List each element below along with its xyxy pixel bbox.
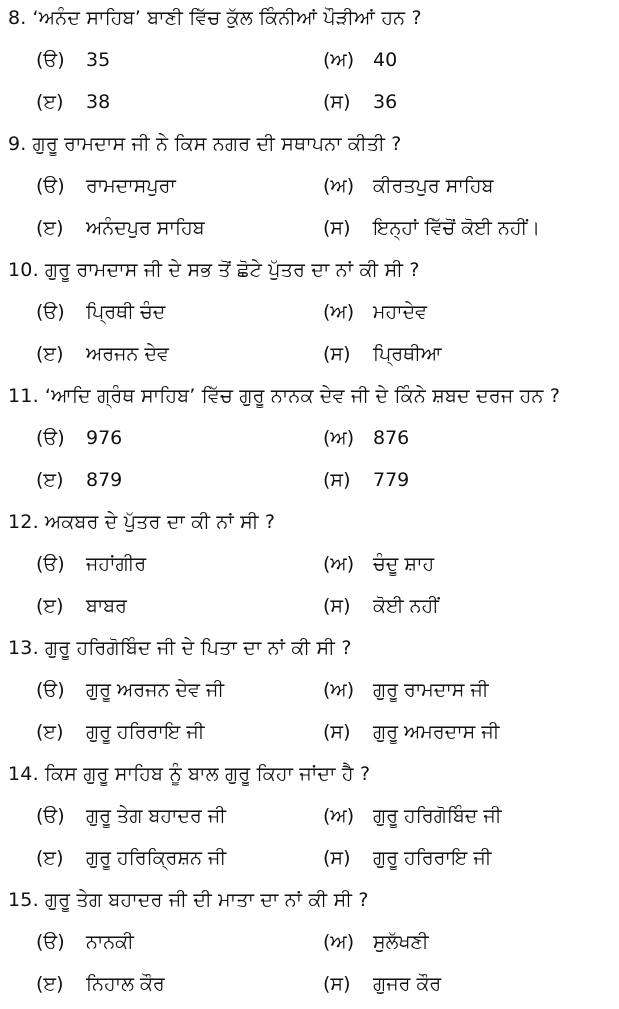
question-number: 15. <box>8 889 39 911</box>
option-a <box>36 673 224 707</box>
question-13 <box>0 631 619 757</box>
option-label: (ੳ) <box>36 553 65 575</box>
question-12 <box>0 505 619 631</box>
option-d <box>323 715 500 749</box>
option-d <box>323 463 409 497</box>
option-b <box>323 421 409 455</box>
option-label: (ਸ) <box>323 595 351 617</box>
option-text: 40 <box>373 49 398 71</box>
option-b <box>323 169 493 203</box>
option-c <box>36 337 169 371</box>
option-text: 779 <box>373 469 410 491</box>
question-body: ‘ਅਨੰਦ ਸਾਹਿਬ’ ਬਾਣੀ ਵਿੱਚ ਕੁੱਲ ਕਿੰਨੀਆਂ ਪੌੜੀਆਂ ਹਨ ? <box>32 7 422 29</box>
option-c <box>36 463 122 497</box>
option-a <box>36 799 226 833</box>
option-text: ਗੁਰੂ ਹਰਿਰਾਇ ਜੀ <box>373 847 492 869</box>
option-text: ਪ੍ਰਿਥੀਆ <box>373 343 442 365</box>
question-number: 12. <box>8 511 39 533</box>
question-number: 8. <box>8 7 27 29</box>
question-body: ਗੁਰੂ ਤੇਗ ਬਹਾਦਰ ਜੀ ਦੀ ਮਾਤਾ ਦਾ ਨਾਂ ਕੀ ਸੀ ? <box>44 889 369 911</box>
option-label: (ਸ) <box>323 217 351 239</box>
option-text: 38 <box>86 91 111 113</box>
option-label: (ਅ) <box>323 427 355 449</box>
option-text: ਨਾਨਕੀ <box>86 931 134 953</box>
option-label: (ੳ) <box>36 931 65 953</box>
option-label: (ਅ) <box>323 175 355 197</box>
question-number: 13. <box>8 637 39 659</box>
question-text <box>8 631 352 665</box>
question-8 <box>0 1 619 127</box>
option-d <box>323 841 492 875</box>
option-text: ਇਨ੍ਹਾਂ ਵਿੱਚੋਂ ਕੋਈ ਨਹੀਂ। <box>373 217 541 239</box>
option-c <box>36 85 110 119</box>
option-a <box>36 925 134 959</box>
option-text: ਕੀਰਤਪੁਰ ਸਾਹਿਬ <box>373 175 494 197</box>
option-a <box>36 169 176 203</box>
option-text: 976 <box>86 427 123 449</box>
option-b <box>323 43 397 77</box>
question-text <box>8 127 402 161</box>
option-a <box>36 43 110 77</box>
option-c <box>36 589 127 623</box>
option-text: ਚੰਦੂ ਸ਼ਾਹ <box>373 553 435 575</box>
option-label: (ਸ) <box>323 847 351 869</box>
option-label: (ਸ) <box>323 973 351 995</box>
option-text: ਰਾਮਦਾਸਪੁਰਾ <box>86 175 176 197</box>
question-11 <box>0 379 619 505</box>
option-text: ਗੁਰੂ ਅਮਰਦਾਸ ਜੀ <box>373 721 500 743</box>
question-number: 9. <box>8 133 27 155</box>
option-text: ਗੁਰੂ ਤੇਗ ਬਹਾਦਰ ਜੀ <box>86 805 226 827</box>
option-a <box>36 547 146 581</box>
option-label: (ੳ) <box>36 427 65 449</box>
option-c <box>36 211 205 245</box>
option-text: ਗੁਰੂ ਰਾਮਦਾਸ ਜੀ <box>373 679 489 701</box>
option-b <box>323 673 489 707</box>
option-label: (ੲ) <box>36 91 64 113</box>
option-text: ਮਹਾਦੇਵ <box>373 301 428 323</box>
option-label: (ਅ) <box>323 679 355 701</box>
question-text <box>8 253 420 287</box>
option-label: (ੲ) <box>36 217 64 239</box>
option-label: (ੲ) <box>36 973 64 995</box>
option-label: (ੳ) <box>36 805 65 827</box>
option-label: (ੳ) <box>36 49 65 71</box>
option-text: 35 <box>86 49 111 71</box>
option-text: ਨਿਹਾਲ ਕੌਰ <box>86 973 165 995</box>
question-text <box>8 883 369 917</box>
option-text: 36 <box>373 91 398 113</box>
question-number: 11. <box>8 385 39 407</box>
option-label: (ਸ) <box>323 469 351 491</box>
option-c <box>36 715 205 749</box>
question-text <box>8 505 275 539</box>
option-label: (ੲ) <box>36 721 64 743</box>
question-body: ‘ਆਦਿ ਗ੍ਰੰਥ ਸਾਹਿਬ’ ਵਿੱਚ ਗੁਰੂ ਨਾਨਕ ਦੇਵ ਜੀ ਦੇ ਕਿੰਨੇ ਸ਼ਬਦ ਦਰਜ ਹਨ ? <box>44 385 561 407</box>
option-label: (ਅ) <box>323 931 355 953</box>
option-text: ਸੁਲੱਖਣੀ <box>373 931 429 953</box>
option-b <box>323 295 427 329</box>
option-label: (ੳ) <box>36 301 65 323</box>
question-body: ਗੁਰੂ ਰਾਮਦਾਸ ਜੀ ਨੇ ਕਿਸ ਨਗਰ ਦੀ ਸਥਾਪਨਾ ਕੀਤੀ ? <box>32 133 402 155</box>
question-text <box>8 1 422 35</box>
option-label: (ਅ) <box>323 49 355 71</box>
option-label: (ਸ) <box>323 721 351 743</box>
option-text: ਗੁਰੂ ਹਰਿਰਾਇ ਜੀ <box>86 721 205 743</box>
option-d <box>323 337 442 371</box>
option-text: ਗੁਰੂ ਅਰਜਨ ਦੇਵ ਜੀ <box>86 679 225 701</box>
question-10 <box>0 253 619 379</box>
option-text: ਗੁਜਰ ਕੌਰ <box>373 973 442 995</box>
option-text: 879 <box>86 469 123 491</box>
option-c <box>36 967 165 1001</box>
question-text <box>8 379 560 413</box>
option-label: (ਸ) <box>323 91 351 113</box>
option-text: ਅਰਜਨ ਦੇਵ <box>86 343 169 365</box>
option-d <box>323 967 441 1001</box>
option-text: ਜਹਾਂਗੀਰ <box>86 553 147 575</box>
question-text <box>8 757 370 791</box>
option-label: (ੲ) <box>36 343 64 365</box>
option-b <box>323 799 502 833</box>
question-body: ਗੁਰੂ ਰਾਮਦਾਸ ਜੀ ਦੇ ਸਭ ਤੋਂ ਛੋਟੇ ਪੁੱਤਰ ਦਾ ਨਾਂ ਕੀ ਸੀ ? <box>44 259 420 281</box>
option-text: ਬਾਬਰ <box>86 595 127 617</box>
option-c <box>36 841 226 875</box>
option-d <box>323 211 540 245</box>
option-a <box>36 295 165 329</box>
option-label: (ੳ) <box>36 175 65 197</box>
option-d <box>323 589 439 623</box>
option-label: (ਅ) <box>323 553 355 575</box>
option-a <box>36 421 122 455</box>
option-b <box>323 547 434 581</box>
question-number: 10. <box>8 259 39 281</box>
option-text: ਅਨੰਦਪੁਰ ਸਾਹਿਬ <box>86 217 205 239</box>
question-body: ਗੁਰੂ ਹਰਿਗੋਬਿੰਦ ਜੀ ਦੇ ਪਿਤਾ ਦਾ ਨਾਂ ਕੀ ਸੀ ? <box>44 637 352 659</box>
option-d <box>323 85 397 119</box>
option-label: (ੲ) <box>36 595 64 617</box>
option-label: (ਅ) <box>323 301 355 323</box>
question-body: ਅਕਬਰ ਦੇ ਪੁੱਤਰ ਦਾ ਕੀ ਨਾਂ ਸੀ ? <box>44 511 276 533</box>
question-body: ਕਿਸ ਗੁਰੂ ਸਾਹਿਬ ਨੂੰ ਬਾਲ ਗੁਰੂ ਕਿਹਾ ਜਾਂਦਾ ਹੈ ? <box>44 763 371 785</box>
option-b <box>323 925 429 959</box>
option-label: (ਸ) <box>323 343 351 365</box>
question-14 <box>0 757 619 883</box>
option-label: (ੳ) <box>36 679 65 701</box>
option-text: ਗੁਰੂ ਹਰਿਕ੍ਰਿਸ਼ਨ ਜੀ <box>86 847 227 869</box>
option-label: (ਅ) <box>323 805 355 827</box>
option-text: ਗੁਰੂ ਹਰਿਗੋਬਿੰਦ ਜੀ <box>373 805 502 827</box>
question-number: 14. <box>8 763 39 785</box>
option-text: 876 <box>373 427 410 449</box>
option-text: ਕੋਈ ਨਹੀਂ <box>373 595 439 617</box>
question-9 <box>0 127 619 253</box>
option-text: ਪ੍ਰਿਥੀ ਚੰਦ <box>86 301 166 323</box>
option-label: (ੲ) <box>36 847 64 869</box>
option-label: (ੲ) <box>36 469 64 491</box>
question-15 <box>0 883 619 1009</box>
